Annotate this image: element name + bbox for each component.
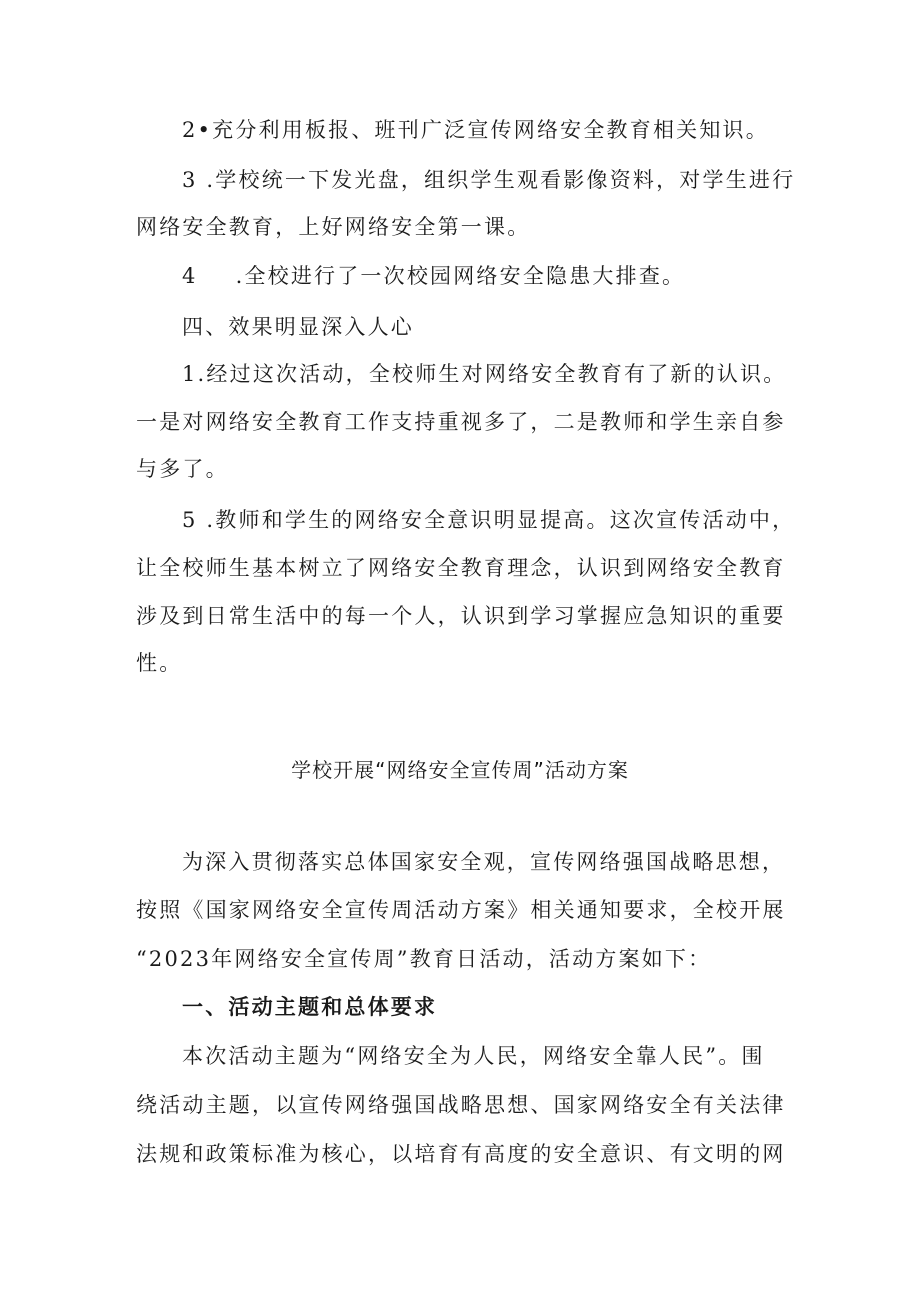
list-item-4-text: .全校进行了一次校园网络安全隐患大排查。 [235,264,686,288]
list-item-2: 2•充分利用板报、班刊广泛宣传网络安全教育相关知识。 [182,118,769,142]
intro-line-3: “2023年网络安全宣传周”教育日活动，活动方案如下： [136,947,712,971]
effect-1-line-1: 1.经过这次活动，全校师生对网络安全教育有了新的认识。 [182,362,787,386]
list-item-4 [182,261,685,291]
theme-line-3: 法规和政策标准为核心，以培育有高度的安全意识、有文明的网 [136,1142,786,1166]
list-item-4-number: 4 [182,264,198,288]
effect-5-line-1: 5 .教师和学生的网络安全意识明显提高。这次宣传活动中， [182,508,796,532]
theme-line-2: 绕活动主题，以宣传网络强国战略思想、国家网络安全有关法律 [136,1093,786,1117]
theme-line-1: 本次活动主题为“网络安全为人民，网络安全靠人民”。围 [182,1044,765,1068]
intro-line-2: 按照《国家网络安全宣传周活动方案》相关通知要求，全校开展 [136,898,786,922]
effect-5-line-4: 性。 [136,651,183,675]
section-4-heading: 四、效果明显深入人心 [182,315,414,339]
list-item-3-line-1: 3 .学校统一下发光盘，组织学生观看影像资料，对学生进行 [182,168,796,192]
list-item-3-line-2: 网络安全教育，上好网络安全第一课。 [136,215,531,239]
document-title: 学校开展“网络安全宣传周”活动方案 [291,758,629,782]
effect-1-line-3: 与多了。 [136,457,229,481]
effect-5-line-2: 让全校师生基本树立了网络安全教育理念，认识到网络安全教育 [136,556,786,580]
intro-line-1: 为深入贯彻落实总体国家安全观，宣传网络强国战略思想， [182,850,786,874]
section-1-heading: 一、活动主题和总体要求 [182,995,438,1019]
effect-1-line-2: 一是对网络安全教育工作支持重视多了，二是教师和学生亲自参 [136,410,786,434]
effect-5-line-3: 涉及到日常生活中的每一个人，认识到学习掌握应急知识的重要 [136,604,786,628]
